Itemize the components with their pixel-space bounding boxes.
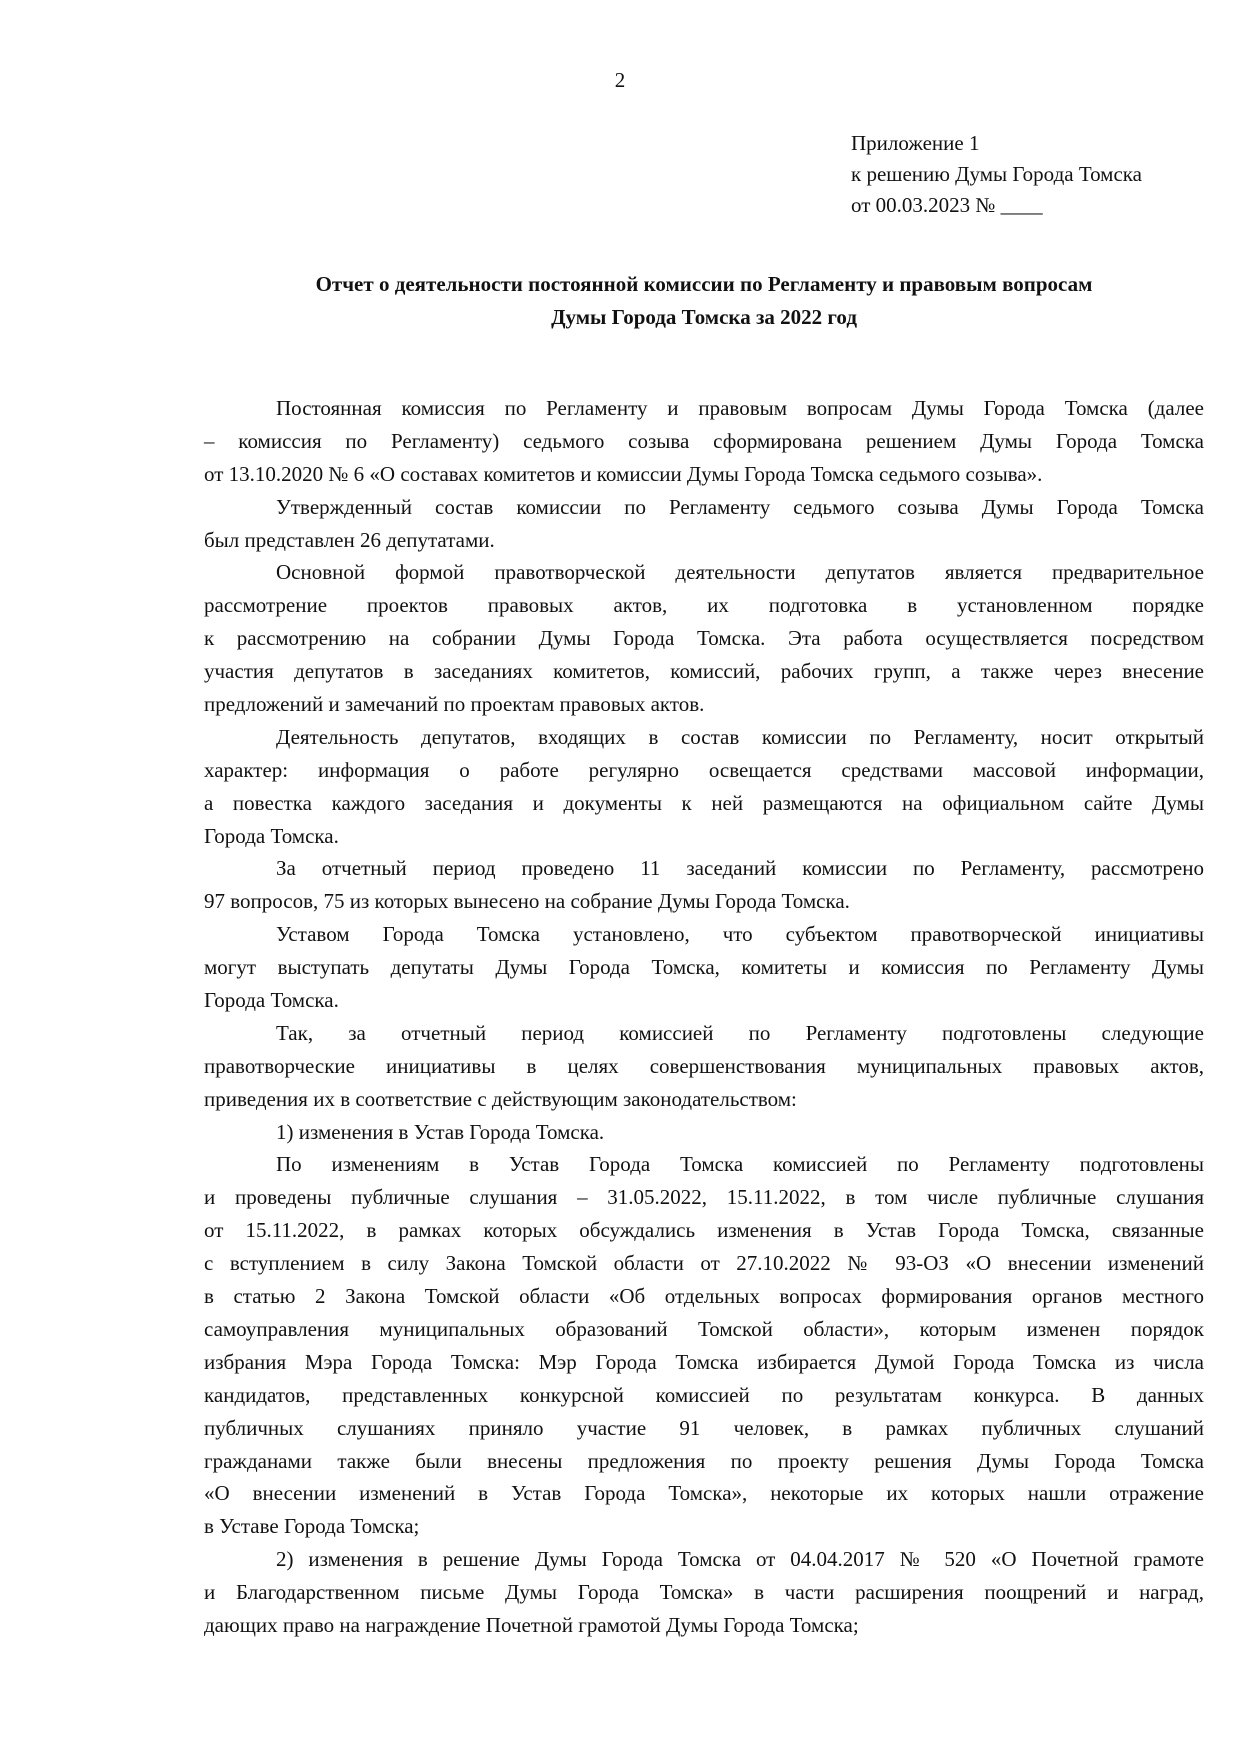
paragraph (204, 556, 1204, 720)
text-line: Города Томска. (204, 823, 339, 848)
document-title (204, 268, 1204, 334)
text-line: 2) изменения в решение Думы Города Томска от 04.04.2017 № 520 «О Почетной грамоте (276, 1547, 1204, 1572)
text-line: кандидатов, представленных конкурсной комиссией по результатам конкурса. В данных (204, 1382, 1204, 1407)
text-line: Постоянная комиссия по Регламенту и правовым вопросам Думы Города Томска (далее (276, 396, 1204, 420)
title-line: Отчет о деятельности постоянной комиссии по Регламенту и правовым вопросам (315, 272, 1093, 296)
text-line: участия депутатов в заседаниях комитетов, комиссий, рабочих групп, а также через внесение (204, 659, 1204, 684)
text-line: Города Томска. (204, 988, 339, 1013)
text-line: рассмотрение проектов правовых актов, их подготовка в установленном порядке (204, 593, 1204, 618)
text-line: и проведены публичные слушания – 31.05.2022, 15.11.2022, в том числе публичные слушания (204, 1185, 1204, 1210)
text-line: был представлен 26 депутатами. (204, 527, 495, 552)
text-line: дающих право на награждение Почетной грамотой Думы Города Томска; (204, 1612, 859, 1637)
text-line: приведения их в соответствие с действующим законодательством: (204, 1086, 797, 1111)
document-body (204, 392, 1204, 1642)
text-line: Уставом Города Томска установлено, что субъектом правотворческой инициативы (276, 922, 1204, 947)
text-line: и Благодарственном письме Думы Города Томска» в части расширения поощрений и наград, (204, 1580, 1204, 1605)
text-line: характер: информация о работе регулярно освещается средствами массовой информации, (204, 757, 1204, 782)
annex-line: от 00.03.2023 № ____ (851, 193, 1043, 217)
text-line: Деятельность депутатов, входящих в состав комиссии по Регламенту, носит открытый (276, 724, 1204, 749)
text-line: За отчетный период проведено 11 заседаний комиссии по Регламенту, рассмотрено (276, 856, 1204, 881)
text-line: избрания Мэра Города Томска: Мэр Города Томска избирается Думой Города Томска из числа (204, 1349, 1204, 1374)
text-line: к рассмотрению на собрании Думы Города Томска. Эта работа осуществляется посредством (204, 626, 1204, 651)
text-line: самоуправления муниципальных образований Томской области», которым изменен порядок (204, 1316, 1204, 1341)
paragraph (204, 392, 1204, 491)
paragraph (204, 1017, 1204, 1116)
page-number: 2 (614, 68, 626, 92)
text-line: «О внесении изменений в Устав Города Томска», некоторые их которых нашли отражение (204, 1481, 1204, 1506)
annex-line: к решению Думы Города Томска (851, 162, 1142, 186)
annex-line: Приложение 1 (851, 131, 980, 155)
text-line: гражданами также были внесены предложения по проекту решения Думы Города Томска (204, 1448, 1204, 1473)
text-line: публичных слушаниях приняло участие 91 человек, в рамках публичных слушаний (204, 1415, 1204, 1440)
text-line: в Уставе Города Томска; (204, 1514, 420, 1539)
text-line: могут выступать депутаты Думы Города Томска, комитеты и комиссия по Регламенту Думы (204, 955, 1204, 980)
text-line: Основной формой правотворческой деятельности депутатов является предварительное (276, 560, 1204, 585)
text-line: предложений и замечаний по проектам правовых актов. (204, 692, 705, 717)
text-line: По изменениям в Устав Города Томска комиссией по Регламенту подготовлены (276, 1152, 1204, 1177)
text-line: с вступлением в силу Закона Томской области от 27.10.2022 № 93-ОЗ «О внесении изменений (204, 1251, 1204, 1276)
text-line: от 15.11.2022, в рамках которых обсуждались изменения в Устав Города Томска, связанные (204, 1218, 1204, 1243)
title-line: Думы Города Томска за 2022 год (551, 305, 857, 329)
paragraph (204, 1148, 1204, 1543)
annex-reference (851, 128, 1142, 221)
text-line: 1) изменения в Устав Города Томска. (276, 1119, 605, 1144)
text-line: правотворческие инициативы в целях совершенствования муниципальных правовых актов, (204, 1053, 1204, 1078)
paragraph (204, 852, 1204, 918)
text-line: 97 вопросов, 75 из которых вынесено на собрание Думы Города Томска. (204, 889, 850, 914)
text-line: Так, за отчетный период комиссией по Регламенту подготовлены следующие (276, 1020, 1204, 1045)
text-line: а повестка каждого заседания и документы к ней размещаются на официальном сайте Думы (204, 790, 1204, 815)
text-line: – комиссия по Регламенту) седьмого созыва сформирована решением Думы Города Томска (204, 428, 1204, 453)
paragraph (204, 721, 1204, 853)
text-line: в статью 2 Закона Томской области «Об отдельных вопросах формирования органов местного (204, 1284, 1204, 1309)
paragraph (204, 491, 1204, 557)
paragraph (204, 1543, 1204, 1642)
paragraph (204, 918, 1204, 1017)
text-line: Утвержденный состав комиссии по Регламенту седьмого созыва Думы Города Томска (276, 494, 1204, 519)
text-line: от 13.10.2020 № 6 «О составах комитетов и комиссии Думы Города Томска седьмого созыва». (204, 461, 1043, 486)
paragraph (204, 1116, 1204, 1149)
